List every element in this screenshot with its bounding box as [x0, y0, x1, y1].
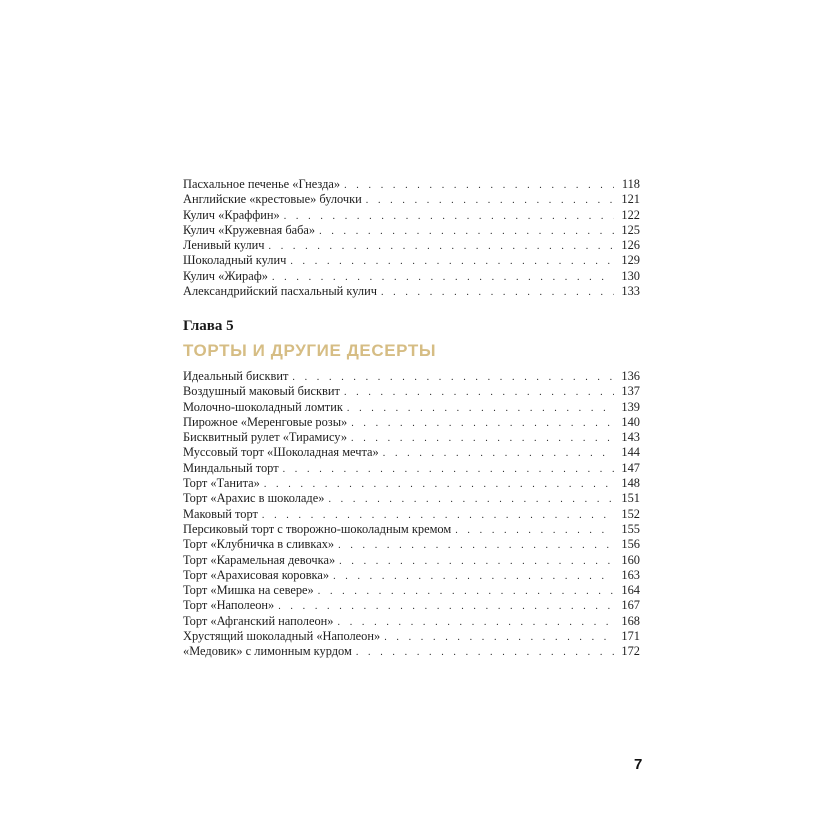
toc-entry [183, 568, 640, 583]
dot-leader [381, 285, 614, 300]
dot-leader [319, 224, 614, 239]
toc-entry-title: Торт «Афганский наполеон» [183, 613, 334, 628]
toc-entry [183, 507, 640, 522]
toc-entry [183, 614, 640, 629]
dot-leader [384, 630, 614, 645]
toc-entry-title: Кулич «Кружевная баба» [183, 222, 316, 237]
dot-leader [269, 239, 614, 254]
toc-list-chapter-5 [183, 369, 640, 660]
toc-entry-title: Ленивый кулич [183, 238, 265, 253]
toc-entry-page: 143 [621, 430, 640, 445]
toc-entry-title: Торт «Клубничка в сливках» [183, 537, 335, 552]
toc-entry-title: Пасхальное печенье «Гнезда» [183, 177, 341, 191]
dot-leader [290, 254, 614, 269]
toc-entry-page: 137 [621, 384, 640, 399]
toc-entry [183, 476, 640, 491]
toc-entry [183, 491, 640, 506]
toc-entry-page: 126 [621, 238, 640, 253]
toc-entry-page: 147 [621, 460, 640, 475]
dot-leader [339, 554, 614, 569]
toc-entry [183, 192, 640, 207]
toc-entry [183, 629, 640, 644]
toc-entry [183, 430, 640, 445]
dot-leader [383, 446, 614, 461]
toc-entry [183, 369, 640, 384]
toc-entry-title: «Медовик» с лимонным курдом [183, 644, 352, 659]
dot-leader [328, 492, 614, 507]
toc-entry [183, 553, 640, 568]
dot-leader [283, 462, 614, 477]
toc-entry-page: 133 [621, 284, 640, 299]
dot-leader [264, 477, 614, 492]
toc-entry-page: 156 [621, 537, 640, 552]
dot-leader [292, 370, 614, 385]
chapter-title: ТОРТЫ И ДРУГИЕ ДЕСЕРТЫ [183, 341, 437, 360]
toc-entry [183, 269, 640, 284]
dot-leader [351, 431, 614, 446]
toc-entry-page: 136 [621, 369, 640, 383]
toc-entry [183, 208, 640, 223]
toc-entry-page: 164 [621, 583, 640, 598]
toc-entry-page: 144 [621, 445, 640, 460]
toc-entry-page: 118 [621, 177, 640, 191]
chapter-label: Глава 5 [183, 318, 234, 334]
toc-entry [183, 598, 640, 613]
toc-entry [183, 284, 640, 299]
toc-entry-title: Шоколадный кулич [183, 253, 287, 268]
toc-entry-title: Воздушный маковый бисквит [183, 384, 340, 399]
dot-leader [284, 209, 614, 224]
toc-entry [183, 415, 640, 430]
toc-entry-title: Маковый торт [183, 506, 258, 521]
toc-entry-title: Торт «Танита» [183, 476, 260, 491]
toc-entry-title: Бисквитный рулет «Тирамису» [183, 430, 348, 445]
toc-entry [183, 253, 640, 268]
dot-leader [333, 569, 614, 584]
toc-entry-page: 172 [621, 644, 640, 659]
toc-entry [183, 238, 640, 253]
toc-entry-title: Муссовый торт «Шоколадная мечта» [183, 445, 379, 460]
toc-entry-page: 155 [621, 521, 640, 536]
dot-leader [338, 615, 614, 630]
toc-list-continued [183, 177, 640, 299]
toc-entry-page: 171 [621, 629, 640, 644]
dot-leader [318, 584, 614, 599]
toc-entry-page: 122 [621, 207, 640, 222]
dot-leader [351, 416, 614, 431]
toc-entry-title: Торт «Арахисовая коровка» [183, 567, 330, 582]
toc-entry-title: Торт «Арахис в шоколаде» [183, 491, 325, 506]
dot-leader [338, 538, 614, 553]
toc-entry-title: Английские «крестовые» булочки [183, 192, 362, 207]
toc-entry-title: Торт «Мишка на севере» [183, 583, 314, 598]
toc-entry-title: Молочно-шоколадный ломтик [183, 399, 343, 414]
toc-entry-page: 163 [621, 567, 640, 582]
toc-entry-title: Торт «Карамельная девочка» [183, 552, 336, 567]
toc-entry-title: Хрустящий шоколадный «Наполеон» [183, 629, 381, 644]
toc-entry [183, 384, 640, 399]
toc-entry [183, 461, 640, 476]
toc-entry-page: 140 [621, 414, 640, 429]
toc-entry-page: 125 [621, 222, 640, 237]
dot-leader [278, 599, 614, 614]
dot-leader [272, 270, 614, 285]
dot-leader [347, 401, 614, 416]
toc-entry-page: 168 [621, 613, 640, 628]
toc-entry [183, 583, 640, 598]
toc-entry [183, 644, 640, 659]
toc-entry-page: 151 [621, 491, 640, 506]
toc-entry-page: 121 [621, 192, 640, 207]
toc-entry-page: 167 [621, 598, 640, 613]
toc-entry [183, 445, 640, 460]
toc-entry-page: 152 [621, 506, 640, 521]
dot-leader [366, 193, 614, 208]
dot-leader [262, 508, 614, 523]
dot-leader [344, 178, 614, 193]
dot-leader [455, 523, 614, 538]
toc-entry-page: 148 [621, 476, 640, 491]
toc-entry [183, 177, 640, 192]
toc-entry [183, 223, 640, 238]
toc-entry-title: Пирожное «Меренговые розы» [183, 414, 348, 429]
toc-entry-title: Миндальный торт [183, 460, 279, 475]
dot-leader [356, 645, 614, 660]
toc-entry-title: Торт «Наполеон» [183, 598, 275, 613]
toc-entry-page: 129 [621, 253, 640, 268]
toc-entry-page: 139 [621, 399, 640, 414]
toc-entry-title: Кулич «Жираф» [183, 268, 268, 283]
toc-entry-title: Идеальный бисквит [183, 369, 289, 383]
toc-entry-title: Кулич «Краффин» [183, 207, 280, 222]
toc-entry-title: Александрийский пасхальный кулич [183, 284, 377, 299]
page-number: 7 [634, 756, 643, 773]
toc-entry-page: 160 [621, 552, 640, 567]
toc-entry [183, 537, 640, 552]
toc-entry [183, 400, 640, 415]
toc-entry-page: 130 [621, 268, 640, 283]
dot-leader [344, 385, 614, 400]
toc-entry [183, 522, 640, 537]
toc-entry-title: Персиковый торт с творожно-шоколадным кремом [183, 521, 452, 536]
